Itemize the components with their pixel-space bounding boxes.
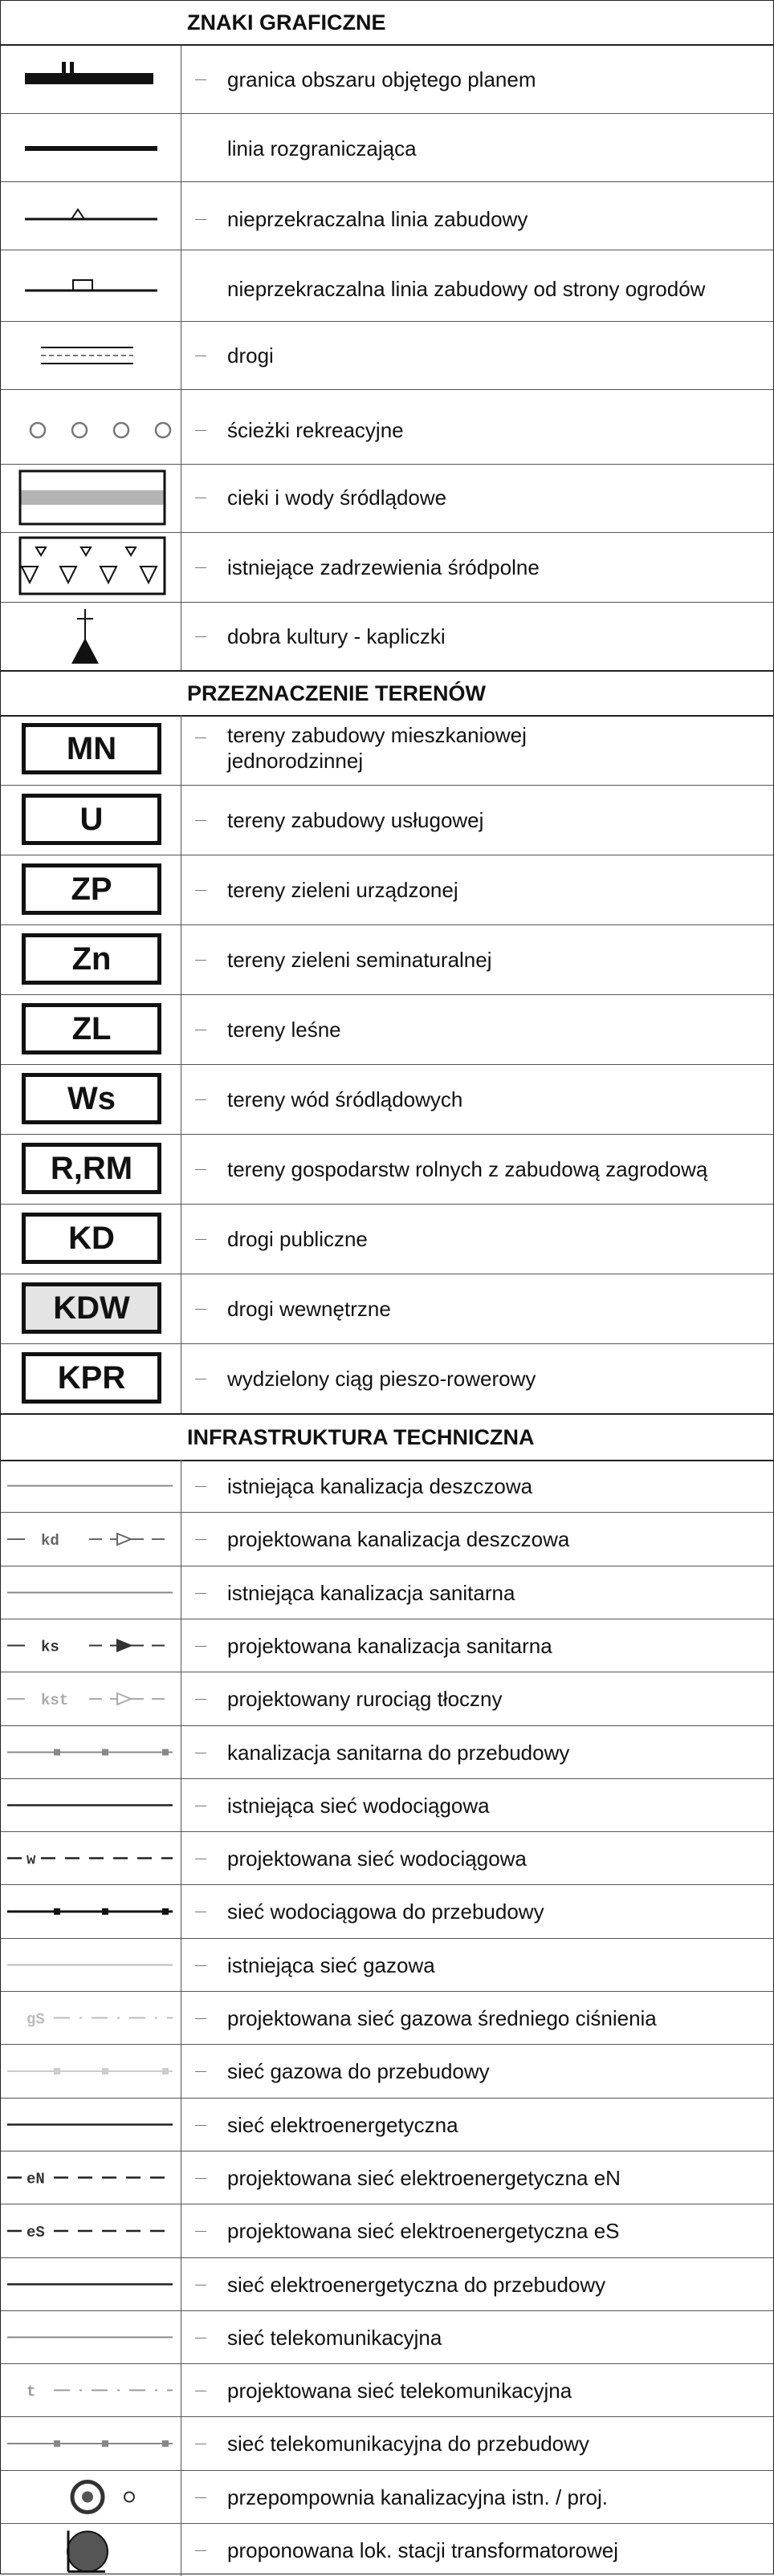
legend-label: sieć elektroenergetyczna do przebudowy: [227, 2273, 606, 2297]
pump-station-symbol: [1, 2471, 181, 2523]
legend-label: drogi wewnętrzne: [227, 1297, 391, 1321]
zone-code: ZP: [22, 863, 161, 915]
legend-label: proponowana lok. stacji transformatorowej: [227, 2538, 619, 2562]
dashed-arrow-light-symbol: [1, 1672, 181, 1725]
legend-row: [1, 2364, 773, 2417]
legend-label: projektowana kanalizacja sanitarna: [227, 1634, 552, 1658]
legend-row: [1, 786, 773, 855]
legend-label: dobra kultury - kapliczki: [227, 624, 446, 648]
zone-code: KDW: [22, 1282, 161, 1334]
legend-row: [1, 1205, 773, 1274]
legend-row: [1, 1460, 773, 1513]
legend-row: [1, 1939, 773, 1992]
legend-row: [1, 533, 773, 603]
zone-code: KPR: [22, 1352, 161, 1404]
legend-label: linia rozgraniczająca: [227, 136, 417, 160]
legend-label: tereny zabudowy usługowej: [227, 808, 484, 832]
zone-code: U: [22, 794, 161, 845]
legend-label: ścieżki rekreacyjne: [227, 418, 404, 442]
line-tag: kd: [41, 1532, 59, 1550]
transformer-symbol: [1, 2524, 181, 2576]
section-header-znaki: [1, 1, 773, 46]
legend-row: [1, 1832, 773, 1885]
legend-row: [1, 2311, 773, 2364]
legend-row: [1, 2045, 773, 2099]
building-line-symbol: [1, 182, 181, 250]
legend-label: tereny zieleni seminaturalnej: [227, 948, 492, 972]
line-tag: t: [26, 2383, 36, 2401]
legend-label: projektowana kanalizacja deszczowa: [227, 1527, 570, 1551]
legend-row: [1, 182, 773, 250]
legend-label: tereny gospodarstw rolnych z zabudową zagrodową: [227, 1157, 708, 1181]
legend-row: [1, 465, 773, 533]
legend-label: projektowany rurociąg tłoczny: [227, 1687, 503, 1711]
line-tag: eS: [26, 2224, 45, 2241]
legend-row: [1, 1513, 773, 1566]
roads-symbol: [1, 322, 181, 389]
legend-row: [1, 46, 773, 114]
legend-row: [1, 1344, 773, 1413]
legend-row: [1, 2258, 773, 2311]
line-tag: ks: [41, 1638, 59, 1656]
legend-label: sieć gazowa do przebudowy: [227, 2059, 490, 2083]
legend-row: [1, 1619, 773, 1672]
legend-label: projektowana sieć elektroenergetyczna eN: [227, 2166, 621, 2190]
zone-code: Ws: [22, 1073, 161, 1124]
legend-label: kanalizacja sanitarna do przebudowy: [227, 1741, 570, 1765]
section-header-przeznaczenie: [1, 670, 773, 717]
legend-row: [1, 1779, 773, 1832]
legend-label: tereny wód śródlądowych: [227, 1087, 463, 1111]
zone-code: Zn: [22, 933, 161, 985]
legend-row: [1, 1135, 773, 1205]
legend-row: [1, 1726, 773, 1779]
legend-row: [1, 114, 773, 182]
legend-label: drogi: [227, 343, 274, 368]
building-line-garden-symbol: [1, 250, 181, 321]
legend-label: przepompownia kanalizacyjna istn. / proj.: [227, 2485, 609, 2509]
line-tag: eN: [26, 2170, 45, 2188]
section-title: ZNAKI GRAFICZNE: [187, 10, 386, 35]
legend-label: sieć elektroenergetyczna: [227, 2113, 458, 2137]
line-squares-dark-symbol: [1, 1885, 181, 1938]
legend-label: sieć telekomunikacyjna: [227, 2326, 442, 2350]
legend-label: nieprzekraczalna linia zabudowy od strony ogrodów: [227, 277, 706, 301]
legend-row: [1, 2151, 773, 2204]
legend-row: [1, 1672, 773, 1726]
legend-row: [1, 322, 773, 390]
legend-label: projektowana sieć gazowa średniego ciśnienia: [227, 2006, 657, 2030]
legend-label: wydzielony ciąg pieszo-rowerowy: [227, 1367, 536, 1391]
legend-row: [1, 1566, 773, 1619]
line-tag: kst: [41, 1692, 69, 1709]
legend-row: [1, 390, 773, 465]
legend-label: granica obszaru objętego planem: [227, 67, 536, 91]
line-tag: w: [26, 1851, 36, 1869]
legend-row: [1, 2204, 773, 2258]
dashed-dark-symbol: [1, 2151, 181, 2204]
thin-grey-line-symbol: [1, 1460, 181, 1512]
watercourse-symbol: [1, 465, 181, 532]
line-tag: gS: [26, 2010, 45, 2029]
line-squares-light-symbol: [1, 2045, 181, 2098]
legend-label: projektowana sieć elektroenergetyczna eS: [227, 2219, 620, 2243]
zone-code: R,RM: [22, 1143, 161, 1194]
legend-label: projektowana sieć wodociągowa: [227, 1847, 527, 1871]
legend-label: istniejąca kanalizacja deszczowa: [227, 1474, 533, 1498]
legend-label: drogi publiczne: [227, 1227, 368, 1251]
legend-row: [1, 1274, 773, 1344]
section-title: PRZEZNACZENIE TERENÓW: [187, 681, 487, 705]
legend-label: cieki i wody śródlądowe: [227, 486, 447, 510]
legend-label: istniejąca kanalizacja sanitarna: [227, 1581, 515, 1605]
thick-line-symbol: [1, 114, 181, 181]
legend-row: [1, 250, 773, 322]
thin-dark-line-symbol: [1, 1779, 181, 1831]
section-header-infra: [1, 1413, 773, 1461]
legend-label: tereny leśne: [227, 1018, 341, 1042]
legend-label: tereny zieleni urządzonej: [227, 878, 458, 902]
thin-dark-line-symbol: [1, 2099, 181, 2151]
section-title: INFRASTRUKTURA TECHNICZNA: [187, 1424, 535, 1449]
dashed-light-dot-symbol: [1, 1992, 181, 2044]
legend-label: istniejąca sieć gazowa: [227, 1953, 435, 1977]
line-squares-grey-symbol: [1, 1726, 181, 1778]
thin-light-line-symbol: [1, 1939, 181, 1991]
thin-grey-line-symbol: [1, 2311, 181, 2363]
legend-row: [1, 1065, 773, 1135]
legend-label: projektowana sieć telekomunikacyjna: [227, 2379, 572, 2403]
zone-code: MN: [22, 723, 161, 774]
thin-grey-line-symbol: [1, 1566, 181, 1619]
zone-code: ZL: [22, 1003, 161, 1054]
legend-row: [1, 855, 773, 925]
legend-row: [1, 2524, 773, 2576]
dashed-grey-dot-symbol: [1, 2364, 181, 2416]
legend-label: sieć wodociągowa do przebudowy: [227, 1899, 544, 1924]
legend-label: sieć telekomunikacyjna do przebudowy: [227, 2432, 589, 2456]
legend-row: [1, 995, 773, 1065]
legend-row: [1, 2099, 773, 2151]
recreational-paths-symbol: [1, 390, 181, 464]
dashed-arrow-symbol: [1, 1513, 181, 1566]
legend-label: tereny zabudowy mieszkaniowej: [227, 723, 527, 747]
legend-row: [1, 2471, 773, 2524]
zone-code: KD: [22, 1213, 161, 1264]
legend-label: nieprzekraczalna linia zabudowy: [227, 207, 528, 231]
legend-row: [1, 1992, 773, 2045]
legend-row: [1, 715, 773, 786]
legend-row: [1, 1885, 773, 1939]
legend-label: istniejące zadrzewienia śródpolne: [227, 555, 540, 579]
dashed-dark-symbol: [1, 2204, 181, 2257]
thin-dark-line-symbol: [1, 2258, 181, 2310]
legend-row: [1, 925, 773, 995]
legend-row: [1, 603, 773, 670]
legend-label: jednorodzinnej: [227, 749, 364, 773]
dashed-arrow-filled-symbol: [1, 1619, 181, 1672]
boundary-line-symbol: [1, 46, 181, 113]
tree-clusters-symbol: [1, 533, 181, 602]
legend-label: istniejąca sieć wodociągowa: [227, 1794, 490, 1818]
dashed-dark-symbol: [1, 1832, 181, 1884]
chapel-icon: [1, 603, 181, 670]
legend-row: [1, 2417, 773, 2471]
line-squares-grey-symbol: [1, 2417, 181, 2470]
